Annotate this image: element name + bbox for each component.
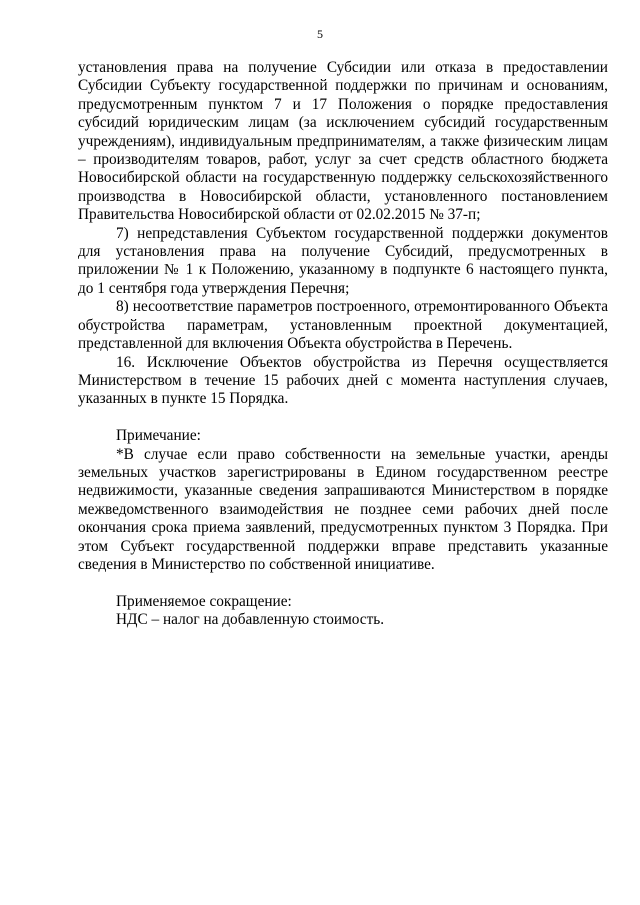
- spacer: [78, 574, 608, 592]
- abbreviation-item: НДС – налог на добавленную стоимость.: [116, 611, 385, 629]
- note-heading: Примечание:: [116, 427, 201, 445]
- document-body: [78, 59, 608, 630]
- paragraph-item-7: 7) непредставления Субъектом государственной поддержки документов для установления права на получение Субсидий, предусмотренных в приложении № 1 к Положению, указанному в подпункте 6 настоящего пункта, до 1 сентября года утверждения Перечня;: [78, 224, 608, 297]
- paragraph-16: 16. Исключение Объектов обустройства из Перечня осуществляется Министерством в течение 15 рабочих дней с момента наступления случаев, указанных в пункте 15 Порядка.: [78, 353, 608, 408]
- note-text: *В случае если право собственности на земельные участки, аренды земельных участков зарегистрированы в Едином государственном реестре недвижимости, указанные сведения запрашиваются Министерством в порядке межведомственного взаимодействия не позднее семи рабочих дней после окончания срока приема заявлений, предусмотренных пунктом 3 Порядка. При этом Субъект государственной поддержки вправе представить указанные сведения в Министерство по собственной инициативе.: [78, 445, 608, 573]
- page-number: 5: [317, 27, 323, 41]
- spacer: [78, 409, 608, 427]
- paragraph-item-8: 8) несоответствие параметров построенного, отремонтированного Объекта обустройства параметрам, установленным проектной документацией, представленной для включения Объекта обустройства в Перечень.: [78, 298, 608, 353]
- paragraph-continuation: установления права на получение Субсидии или отказа в предоставлении Субсидии Субъекту государственной поддержки по причинам и основаниям, предусмотренным пунктом 7 и 17 Положения о порядке предоставления субсидий юридическим лицам (за исключением субсидий государственным учреждениям), индивидуальным предпринимателям, а также физическим лицам – производителям товаров, работ, услуг за счет средств областного бюджета Новосибирской области на государственную поддержку сельскохозяйственного производства в Новосибирской области, установленного постановлением Правительства Новосибирской области от 02.02.2015 № 37-п;: [78, 59, 608, 224]
- abbreviations-heading: Применяемое сокращение:: [116, 592, 292, 610]
